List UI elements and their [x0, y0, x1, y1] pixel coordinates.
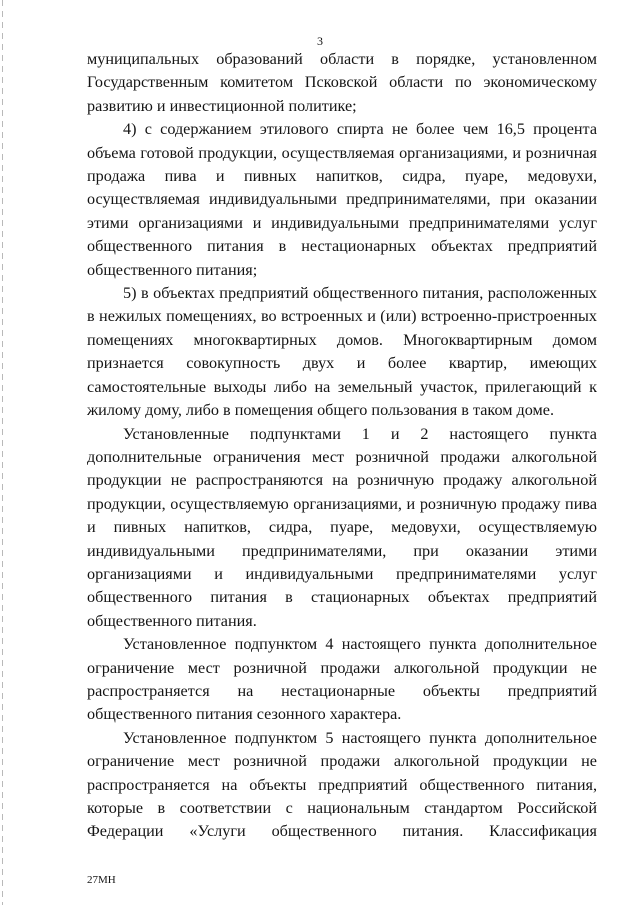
document-code: 27МН	[87, 874, 116, 886]
scan-edge-line	[2, 0, 3, 905]
paragraph-exception-4: Установленное подпунктом 4 настоящего пункта дополнительное ограничение мест розничной продажи алкогольной продукции не распространяется на нестационарные объекты предприятий общественного питания сезонного характера.	[87, 635, 597, 724]
paragraph-item-4: 4) с содержанием этилового спирта не более чем 16,5 процента объема готовой продукции, осуществляемая организациями, и розничная продажа пива и пивных напитков, сидра, пуаре, медовухи, осуществляемая индивидуальными предпринимателями, при оказании этими организациями и индивидуальными предпринимателями услуг общественного питания в нестационарных объектах предприятий общественного питания;	[87, 120, 597, 279]
paragraph-item-5: 5) в объектах предприятий общественного питания, расположенных в нежилых помещениях, во встроенных и (или) встроенно-пристроенных помещениях многоквартирных домов. Многоквартирным домом признается совокупность двух и более квартир, имеющих самостоятельные выходы либо на земельный участок, прилегающий к жилому дому, либо в помещения общего пользования в таком доме.	[87, 284, 597, 420]
paragraph-exception-5: Установленное подпунктом 5 настоящего пункта дополнительное ограничение мест розничной продажи алкогольной продукции не распространяется на объекты предприятий общественного питания, которые в соответствии с национальным стандартом Российской Федерации «Услуги общественного питания. Классификация	[87, 728, 597, 841]
paragraph-continuation: муниципальных образований области в порядке, установленном Государственным комитетом Псковской области по экономическому развитию и инвестиционной политике;	[87, 50, 597, 115]
page-number: 3	[317, 34, 323, 48]
paragraph-exception-1-2: Установленные подпунктами 1 и 2 настоящего пункта дополнительные ограничения мест розничной продажи алкогольной продукции не распространяются на розничную продажу алкогольной продукции, осуществляемую организациями, и розничную продажу пива и пивных напитков, сидра, пуаре, медовухи, осуществляемую индивидуальными предпринимателями, при оказании этими организациями и индивидуальными предпринимателями услуг общественного питания в стационарных объектах предприятий общественного питания.	[87, 424, 597, 630]
body-text	[87, 48, 597, 844]
